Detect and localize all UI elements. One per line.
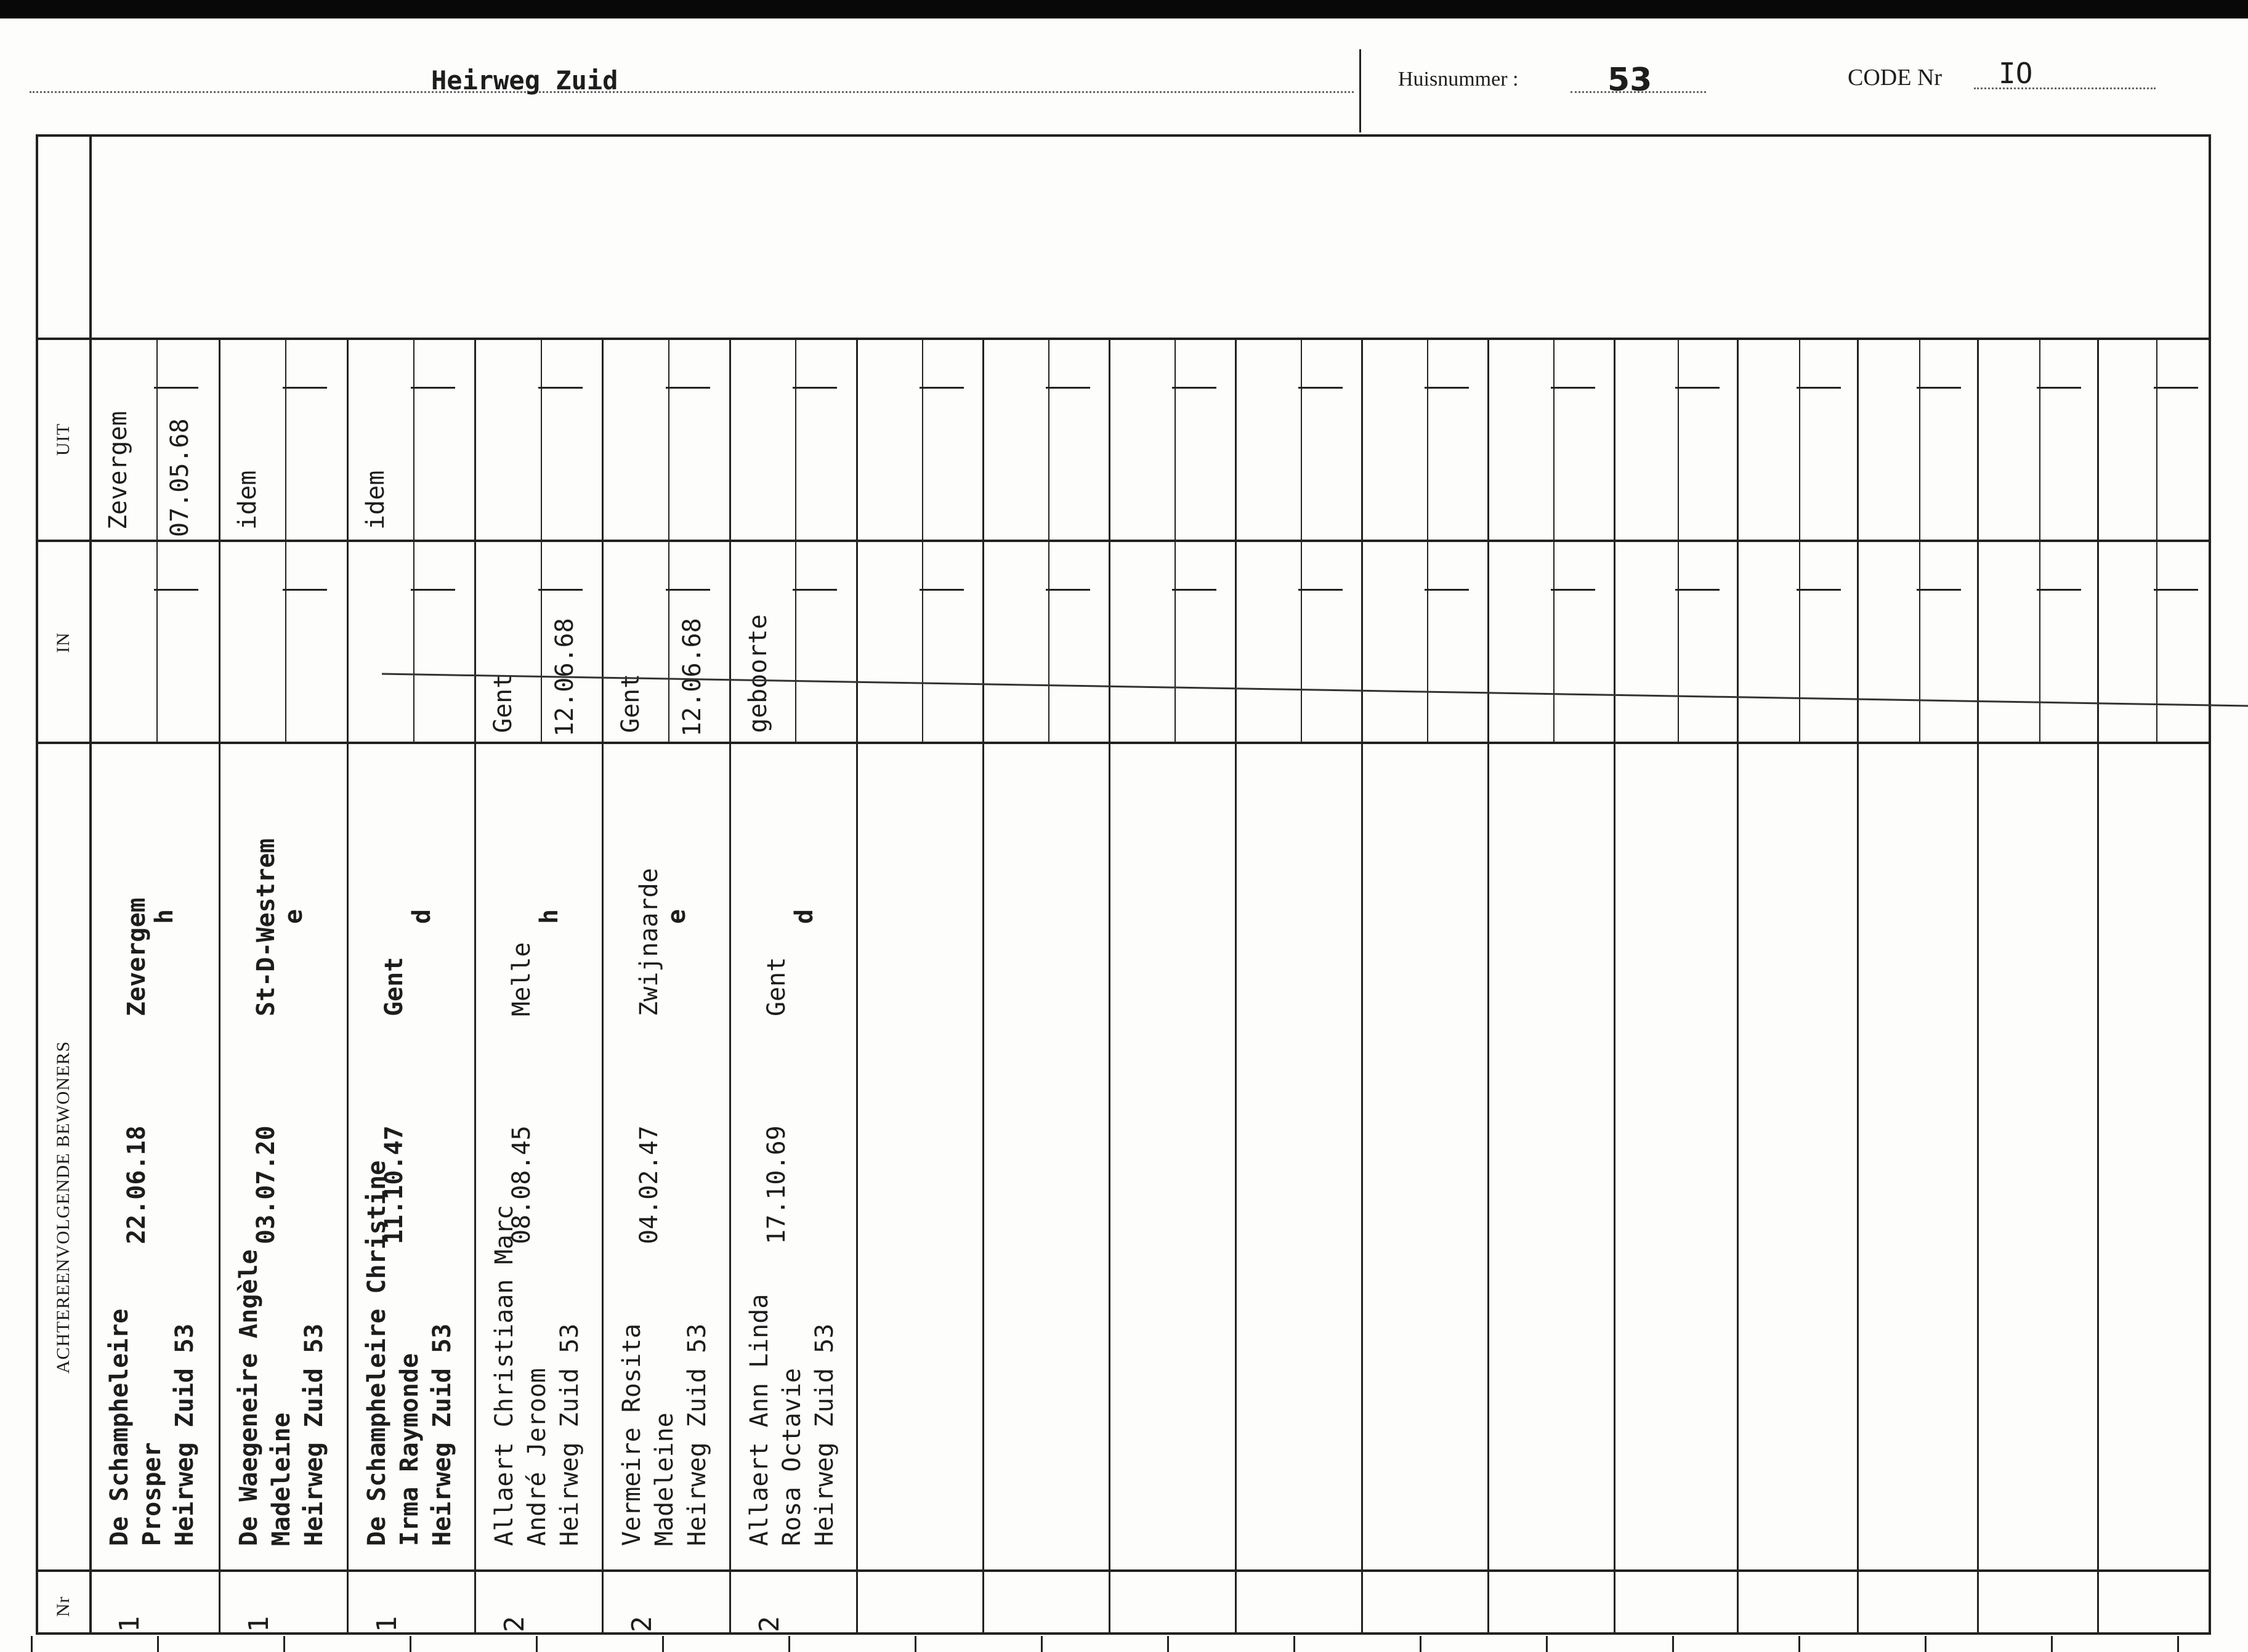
resident-sex: h [535, 909, 564, 924]
in-date: 12.06.68 [551, 618, 579, 737]
edge-tick [1293, 1636, 1295, 1652]
resident-nr: 2 [754, 1616, 785, 1632]
resident-birth-date: 17.10.69 [762, 1125, 791, 1244]
uit-place: Zevergem [104, 411, 132, 530]
edge-tick [1798, 1636, 1800, 1652]
resident-name-line2: Prosper [138, 1442, 166, 1546]
in-label: IN [53, 632, 73, 653]
resident-sex: d [790, 909, 819, 924]
resident-nr: 2 [499, 1616, 530, 1632]
resident-name-line1: De Schampheleire Christine [363, 1160, 391, 1546]
nr-label: Nr [53, 1596, 73, 1617]
edge-tick [788, 1636, 790, 1652]
resident-birth-date: 04.02.47 [635, 1125, 663, 1244]
resident-name-line2: André Jeroom [523, 1368, 551, 1546]
uit-place: idem [362, 470, 390, 530]
edge-tick [915, 1636, 916, 1652]
resident-birth-place: Zevergem [123, 897, 151, 1016]
street-name: Heirweg Zuid [431, 65, 618, 95]
resident-name-line1: Vermeire Rosita [618, 1323, 646, 1546]
house-number-value: 53 [1607, 62, 1652, 99]
resident-name-line1: De Schampheleire [105, 1308, 134, 1546]
resident-birth-date: 08.08.45 [507, 1125, 536, 1244]
resident-name-line1: De Waegeneire Angèle [235, 1249, 263, 1546]
uit-label: UIT [53, 423, 73, 456]
resident-name-line2: Irma Raymonde [395, 1353, 424, 1546]
edge-tick [1546, 1636, 1548, 1652]
resident-name-line2: Rosa Octavie [778, 1368, 806, 1546]
resident-birth-place: St-D-Westrem [252, 838, 280, 1016]
in-place: Gent [489, 673, 517, 733]
edge-tick [410, 1636, 411, 1652]
resident-birth-place: Gent [380, 957, 408, 1016]
resident-address: Heirweg Zuid 53 [683, 1323, 711, 1546]
in-date: 12.06.68 [678, 618, 706, 737]
resident-nr: 1 [371, 1616, 403, 1632]
edge-tick [2051, 1636, 2053, 1652]
resident-address: Heirweg Zuid 53 [556, 1323, 584, 1546]
edge-tick [536, 1636, 538, 1652]
code-number-value: IO [1999, 57, 2033, 90]
edge-tick [283, 1636, 285, 1652]
resident-name-line1: Allaert Christiaan Marc [490, 1205, 519, 1546]
edge-tick [1041, 1636, 1043, 1652]
in-place: geboorte [744, 614, 772, 733]
resident-address: Heirweg Zuid 53 [300, 1323, 328, 1546]
resident-sex: e [280, 909, 308, 924]
edge-tick [1925, 1636, 1927, 1652]
resident-name-line2: Madeleine [267, 1412, 296, 1546]
resident-name-line1: Allaert Ann Linda [745, 1294, 774, 1546]
in-place: Gent [617, 673, 645, 733]
edge-tick [1167, 1636, 1169, 1652]
resident-birth-date: 22.06.18 [123, 1125, 151, 1244]
edge-tick [1672, 1636, 1674, 1652]
resident-address: Heirweg Zuid 53 [428, 1323, 456, 1546]
resident-address: Heirweg Zuid 53 [811, 1323, 839, 1546]
house-number-label: Huisnummer : [1398, 68, 1519, 91]
resident-birth-date: 03.07.20 [252, 1125, 280, 1244]
uit-date: 07.05.68 [166, 418, 194, 537]
resident-nr: 1 [114, 1616, 145, 1632]
resident-birth-date: 11.10.47 [380, 1125, 408, 1244]
resident-birth-place: Gent [762, 957, 791, 1016]
edge-tick [157, 1636, 159, 1652]
bewoners-label: ACHTEREENVOLGENDE BEWONERS [53, 1040, 73, 1374]
edge-tick [2177, 1636, 2179, 1652]
resident-sex: e [663, 909, 691, 924]
resident-birth-place: Zwijnaarde [635, 868, 663, 1016]
edge-tick [1420, 1636, 1421, 1652]
resident-sex: h [150, 909, 179, 924]
resident-nr: 1 [243, 1616, 275, 1632]
resident-nr: 2 [626, 1616, 658, 1632]
code-number-label: CODE Nr [1848, 65, 1943, 91]
resident-sex: d [408, 909, 436, 924]
resident-name-line2: Madeleine [650, 1412, 679, 1546]
resident-birth-place: Melle [507, 942, 536, 1016]
edge-tick [662, 1636, 664, 1652]
uit-place: idem [233, 470, 262, 530]
edge-tick [31, 1636, 33, 1652]
resident-address: Heirweg Zuid 53 [171, 1323, 199, 1546]
